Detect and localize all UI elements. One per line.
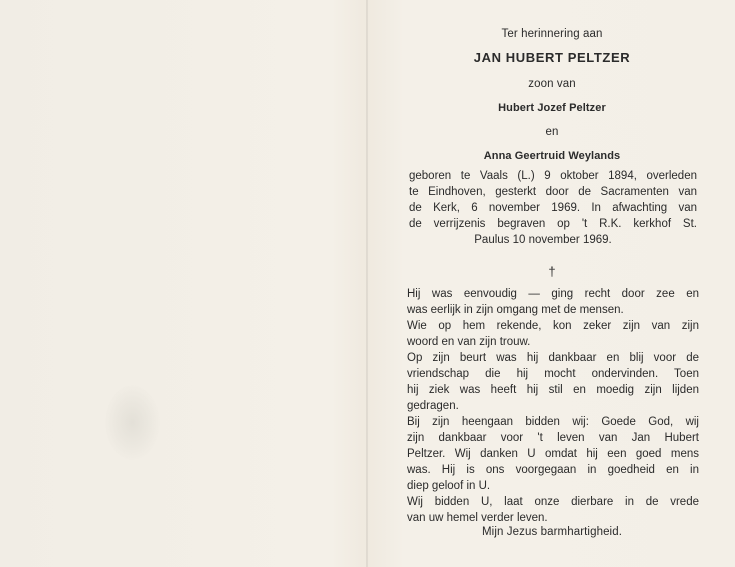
prayer-line: was. Hij is ons voorgegaan in goedheid en in xyxy=(407,464,699,476)
prayer-line: Op zijn beurt was hij dankbaar en blij voor de xyxy=(407,352,699,364)
conjunction-text: en xyxy=(545,126,559,138)
relation-text: zoon van xyxy=(528,78,576,90)
right-page-text xyxy=(369,0,735,567)
prayer-line: Wij bidden U, laat onze dierbare in de vrede xyxy=(407,496,699,508)
bio-line: geboren te Vaals (L.) 9 oktober 1894, overleden xyxy=(409,170,697,182)
prayer-line: was eerlijk in zijn omgang met de mensen. xyxy=(407,304,624,316)
prayer-line: Wie op hem rekende, kon zeker zijn van zijn xyxy=(407,320,699,332)
bio-line: Paulus 10 november 1969. xyxy=(474,234,612,246)
prayer-line: gedragen. xyxy=(407,400,459,412)
prayer-line: Bij zijn heengaan bidden wij: Goede God, wij xyxy=(407,416,699,428)
paper-smudge xyxy=(105,385,160,460)
prayer-line: woord en van zijn trouw. xyxy=(407,336,531,348)
prayer-line: vriendschap die hij mocht ondervinden. Toen xyxy=(407,368,699,380)
prayer-line: hij ziek was heeft hij stil en moedig zijn lijden xyxy=(407,384,699,396)
prayer-block xyxy=(407,286,699,526)
left-page-blank xyxy=(0,0,366,567)
deceased-name: JAN HUBERT PELTZER xyxy=(473,50,631,65)
cross-icon: † xyxy=(548,264,556,279)
prayer-line: diep geloof in U. xyxy=(407,480,491,492)
card-fold-line xyxy=(366,0,368,567)
closing-prayer: Mijn Jezus barmhartigheid. xyxy=(481,526,623,538)
father-name: Hubert Jozef Peltzer xyxy=(498,102,606,114)
intro-text: Ter herinnering aan xyxy=(501,28,603,40)
prayer-line: van uw hemel verder leven. xyxy=(407,512,548,524)
prayer-line: Peltzer. Wij danken U omdat hij een goed mens xyxy=(407,448,699,460)
biography-block xyxy=(409,168,697,248)
bio-line: te Eindhoven, gesterkt door de Sacramenten van xyxy=(409,186,697,198)
mother-name: Anna Geertruid Weylands xyxy=(483,150,621,162)
prayer-line: zijn dankbaar voor 't leven van Jan Hubert xyxy=(407,432,699,444)
bio-line: de verrijzenis begraven op 't R.K. kerkhof St. xyxy=(409,218,697,230)
prayer-line: Hij was eenvoudig — ging recht door zee en xyxy=(407,288,699,300)
bio-line: de Kerk, 6 november 1969. In afwachting van xyxy=(409,202,697,214)
